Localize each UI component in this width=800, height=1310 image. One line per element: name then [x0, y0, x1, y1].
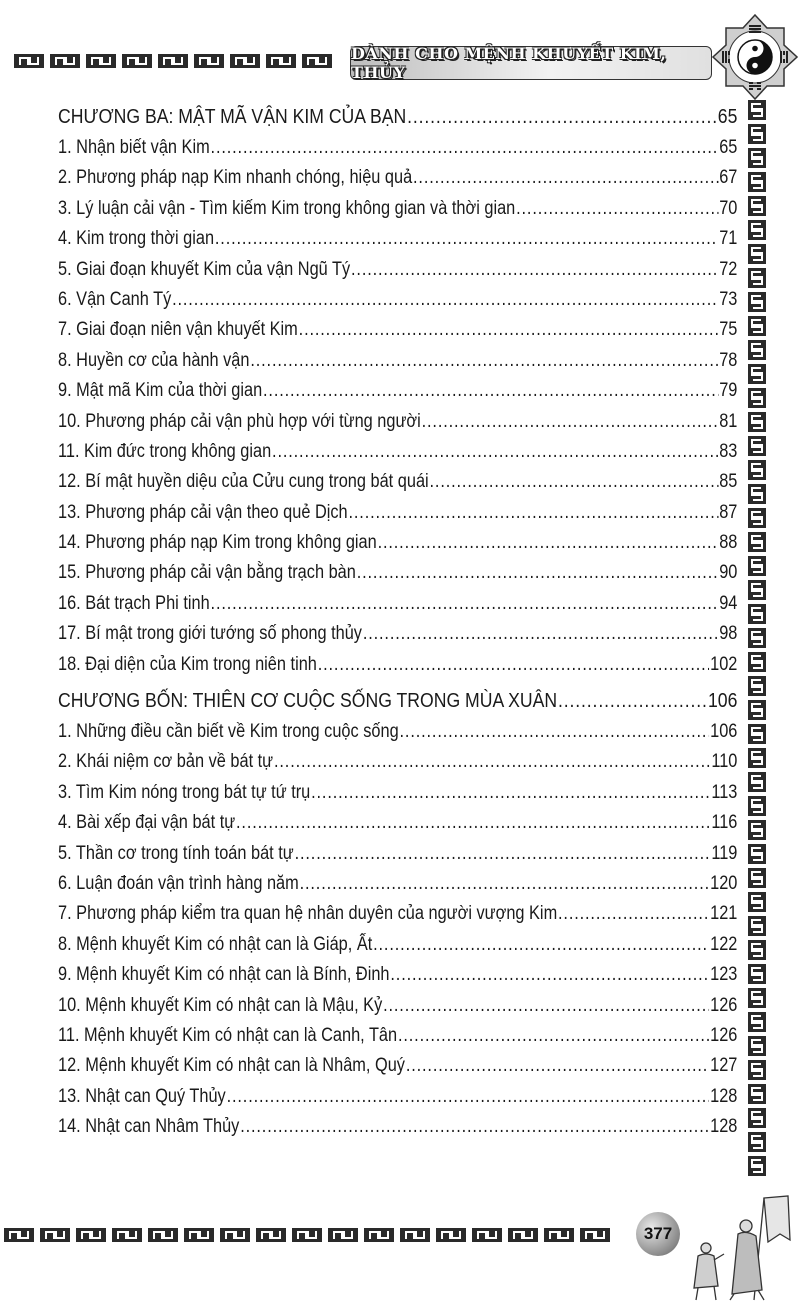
toc-entry[interactable]: [58, 717, 737, 747]
toc-entry-page: 120: [710, 872, 738, 894]
fret-ornament-icon: [748, 868, 766, 888]
toc-entry-page: 110: [711, 751, 738, 773]
toc-entry[interactable]: [58, 224, 737, 254]
dot-leader: [215, 224, 718, 254]
toc-entry[interactable]: [58, 558, 737, 588]
toc-entry-page: 81: [719, 410, 738, 432]
toc-entry-page: 83: [719, 440, 738, 462]
toc-entry[interactable]: [58, 285, 737, 315]
fret-ornament-icon: [292, 1228, 322, 1242]
toc-entry-page: 90: [719, 562, 738, 584]
fret-ornament-icon: [748, 436, 766, 456]
fret-ornament-icon: [748, 388, 766, 408]
fret-ornament-icon: [220, 1228, 250, 1242]
header-banner-title: DÀNH CHO MỆNH KHUYẾT KIM, THỦY: [351, 44, 667, 82]
toc-entry[interactable]: [58, 589, 737, 619]
chapter-heading[interactable]: [58, 100, 737, 133]
toc-entry-page: 94: [719, 592, 738, 614]
toc-entry-title: 11. Kim đức trong không gian: [58, 440, 272, 462]
toc-entry[interactable]: [58, 407, 737, 437]
fret-ornament-icon: [748, 1036, 766, 1056]
fret-ornament-icon: [112, 1228, 142, 1242]
fret-ornament-icon: [748, 916, 766, 936]
dot-leader: [227, 1082, 710, 1112]
toc-entry-title: 6. Luận đoán vận trình hàng năm: [58, 872, 299, 894]
fret-ornament-icon: [748, 364, 766, 384]
table-of-contents: [58, 100, 738, 1143]
fret-ornament-icon: [748, 676, 766, 696]
toc-entry[interactable]: [58, 346, 737, 376]
toc-entry-title: 10. Mệnh khuyết Kim có nhật can là Mậu, Kỷ: [58, 994, 383, 1016]
fret-ornament-icon: [748, 580, 766, 600]
toc-entry-title: 5. Giai đoạn khuyết Kim của vận Ngũ Tý: [58, 258, 351, 280]
fret-ornament-icon: [748, 652, 766, 672]
toc-entry-title: 12. Mệnh khuyết Kim có nhật can là Nhâm, Quý: [58, 1055, 405, 1077]
toc-entry-page: 127: [710, 1055, 738, 1077]
toc-entry[interactable]: [58, 960, 737, 990]
toc-entry[interactable]: [58, 1051, 737, 1081]
fret-ornament-icon: [50, 54, 80, 68]
toc-entry-title: 12. Bí mật huyền diệu của Cửu cung trong bát quái: [58, 471, 429, 493]
toc-entry-title: 17. Bí mật trong giới tướng số phong thủy: [58, 623, 362, 645]
toc-entry[interactable]: [58, 437, 737, 467]
fret-ornament-icon: [748, 412, 766, 432]
chapter-title: CHƯƠNG BỐN: THIÊN CƠ CUỘC SỐNG TRONG MÙA XUÂN: [58, 689, 558, 713]
toc-entry-title: 3. Tìm Kim nóng trong bát tự tứ trụ: [58, 781, 311, 803]
dot-leader: [211, 133, 719, 163]
fret-ornament-icon: [748, 532, 766, 552]
toc-entry-page: 122: [710, 933, 738, 955]
dot-leader: [400, 717, 710, 747]
toc-entry-page: 72: [719, 258, 738, 280]
toc-entry-title: 6. Vận Canh Tý: [58, 288, 172, 310]
toc-entry-title: 14. Phương pháp nạp Kim trong không gian: [58, 532, 377, 554]
dot-leader: [272, 437, 718, 467]
fret-ornament-icon: [748, 244, 766, 264]
toc-entry-title: 2. Khái niệm cơ bản về bát tự: [58, 751, 274, 773]
fret-ornament-icon: [748, 748, 766, 768]
fret-ornament-icon: [748, 964, 766, 984]
toc-entry-title: 15. Phương pháp cải vận bằng trạch bàn: [58, 562, 356, 584]
toc-entry-title: 13. Phương pháp cải vận theo quẻ Dịch: [58, 501, 348, 523]
dot-leader: [398, 1021, 709, 1051]
dot-leader: [295, 839, 711, 869]
dot-leader: [406, 1051, 709, 1081]
fret-ornament-icon: [4, 1228, 34, 1242]
fret-ornament-icon: [748, 196, 766, 216]
dot-leader: [390, 960, 709, 990]
fret-ornament-icon: [748, 988, 766, 1008]
dot-leader: [558, 684, 707, 717]
toc-entry-page: 71: [719, 228, 738, 250]
fret-ornament-icon: [256, 1228, 286, 1242]
fret-ornament-icon: [748, 628, 766, 648]
fret-ornament-icon: [148, 1228, 178, 1242]
toc-entry-title: 1. Những điều cần biết về Kim trong cuộc sống: [58, 721, 399, 743]
toc-entry-page: 119: [711, 842, 738, 864]
fret-ornament-icon: [544, 1228, 574, 1242]
toc-entry-page: 79: [719, 380, 738, 402]
dot-leader: [236, 808, 710, 838]
dot-leader: [363, 619, 719, 649]
dot-leader: [172, 285, 718, 315]
ancient-figures-illustration-icon: [684, 1190, 796, 1302]
toc-entry-title: 7. Giai đoạn niên vận khuyết Kim: [58, 319, 298, 341]
chapter-section: [58, 100, 738, 680]
dot-leader: [422, 407, 719, 437]
toc-entry[interactable]: [58, 991, 737, 1021]
fret-ornament-icon: [748, 820, 766, 840]
toc-entry[interactable]: [58, 930, 737, 960]
toc-entry[interactable]: [58, 808, 737, 838]
toc-entry[interactable]: [58, 255, 737, 285]
dot-leader: [299, 315, 719, 345]
dot-leader: [250, 346, 718, 376]
dot-leader: [240, 1112, 709, 1142]
fret-ornament-icon: [266, 54, 296, 68]
fret-ornament-icon: [122, 54, 152, 68]
toc-entry-page: 70: [719, 197, 738, 219]
fret-ornament-icon: [580, 1228, 610, 1242]
fret-ornament-icon: [748, 148, 766, 168]
fret-ornament-icon: [400, 1228, 430, 1242]
right-fret-border: [748, 100, 766, 1195]
toc-entry-page: 126: [710, 1024, 738, 1046]
fret-ornament-icon: [364, 1228, 394, 1242]
toc-entry-page: 88: [719, 532, 738, 554]
toc-entry-page: 67: [719, 167, 738, 189]
toc-entry-page: 116: [711, 812, 738, 834]
toc-entry[interactable]: [58, 1082, 737, 1112]
dot-leader: [274, 747, 710, 777]
bagua-yin-yang-icon: [712, 14, 798, 100]
dot-leader: [413, 163, 718, 193]
fret-ornament-icon: [194, 54, 224, 68]
top-fret-border: [14, 54, 332, 68]
fret-ornament-icon: [748, 604, 766, 624]
toc-entry[interactable]: [58, 839, 737, 869]
toc-entry[interactable]: [58, 315, 737, 345]
fret-ornament-icon: [748, 940, 766, 960]
toc-entry-title: 3. Lý luận cải vận - Tìm kiếm Kim trong không gian và thời gian: [58, 197, 516, 219]
fret-ornament-icon: [748, 556, 766, 576]
fret-ornament-icon: [508, 1228, 538, 1242]
toc-entry[interactable]: [58, 163, 737, 193]
header-banner: [350, 46, 712, 80]
dot-leader: [263, 376, 718, 406]
toc-entry-page: 78: [719, 349, 738, 371]
dot-leader: [378, 528, 719, 558]
fret-ornament-icon: [748, 292, 766, 312]
toc-entry[interactable]: [58, 376, 737, 406]
fret-ornament-icon: [86, 54, 116, 68]
page-number: 377: [643, 1224, 673, 1243]
fret-ornament-icon: [748, 484, 766, 504]
toc-entry-page: 98: [719, 623, 738, 645]
toc-entry[interactable]: [58, 194, 737, 224]
toc-entry[interactable]: [58, 467, 737, 497]
toc-entry-title: 7. Phương pháp kiểm tra quan hệ nhân duyên của người vượng Kim: [58, 903, 558, 925]
toc-entry[interactable]: [58, 747, 737, 777]
fret-ornament-icon: [748, 1108, 766, 1128]
fret-ornament-icon: [14, 54, 44, 68]
toc-entry-title: 16. Bát trạch Phi tinh: [58, 592, 210, 614]
toc-entry-page: 87: [719, 501, 738, 523]
toc-entry-page: 102: [710, 653, 738, 675]
toc-entry-title: 11. Mệnh khuyết Kim có nhật can là Canh, Tân: [58, 1024, 398, 1046]
chapter-section: [58, 684, 738, 1142]
dot-leader: [211, 589, 719, 619]
toc-entry-title: 10. Phương pháp cải vận phù hợp với từng người: [58, 410, 421, 432]
toc-entry[interactable]: [58, 1112, 737, 1142]
bottom-fret-border: [4, 1228, 610, 1242]
dot-leader: [430, 467, 719, 497]
toc-entry-page: 85: [719, 471, 738, 493]
fret-ornament-icon: [748, 1060, 766, 1080]
fret-ornament-icon: [748, 508, 766, 528]
toc-entry-title: 2. Phương pháp nạp Kim nhanh chóng, hiệu quả: [58, 167, 413, 189]
fret-ornament-icon: [472, 1228, 502, 1242]
toc-entry-title: 8. Huyền cơ của hành vận: [58, 349, 250, 371]
dot-leader: [558, 899, 709, 929]
toc-entry-page: 128: [710, 1085, 738, 1107]
fret-ornament-icon: [748, 844, 766, 864]
dot-leader: [311, 778, 710, 808]
toc-entry[interactable]: [58, 133, 737, 163]
fret-ornament-icon: [748, 220, 766, 240]
fret-ornament-icon: [748, 1132, 766, 1152]
fret-ornament-icon: [748, 724, 766, 744]
fret-ornament-icon: [748, 268, 766, 288]
fret-ornament-icon: [748, 100, 766, 120]
fret-ornament-icon: [184, 1228, 214, 1242]
dot-leader: [318, 650, 710, 680]
toc-entry-title: 9. Mật mã Kim của thời gian: [58, 380, 263, 402]
toc-entry[interactable]: [58, 899, 737, 929]
fret-ornament-icon: [748, 1156, 766, 1176]
fret-ornament-icon: [748, 796, 766, 816]
toc-entry-title: 14. Nhật can Nhâm Thủy: [58, 1116, 240, 1138]
chapter-title: CHƯƠNG BA: MẬT MÃ VẬN KIM CỦA BẠN: [58, 105, 407, 128]
fret-ornament-icon: [748, 772, 766, 792]
toc-entry[interactable]: [58, 619, 737, 649]
fret-ornament-icon: [748, 316, 766, 336]
toc-entry[interactable]: [58, 869, 737, 899]
chapter-heading[interactable]: [58, 684, 737, 717]
toc-entry-title: 5. Thần cơ trong tính toán bát tự: [58, 842, 294, 864]
fret-ornament-icon: [76, 1228, 106, 1242]
toc-entry[interactable]: [58, 778, 737, 808]
toc-entry[interactable]: [58, 498, 737, 528]
fret-ornament-icon: [748, 700, 766, 720]
fret-ornament-icon: [436, 1228, 466, 1242]
page-number-badge: [636, 1212, 680, 1256]
dot-leader: [357, 558, 719, 588]
toc-entry-page: 106: [710, 721, 738, 743]
toc-entry-page: 65: [719, 137, 738, 158]
fret-ornament-icon: [748, 340, 766, 360]
fret-ornament-icon: [748, 172, 766, 192]
dot-leader: [349, 498, 719, 528]
toc-entry-title: 4. Bài xếp đại vận bát tự: [58, 812, 236, 834]
fret-ornament-icon: [748, 1084, 766, 1104]
toc-entry-title: 13. Nhật can Quý Thủy: [58, 1085, 226, 1107]
toc-entry-page: 121: [710, 903, 738, 925]
toc-entry-page: 75: [719, 319, 738, 341]
fret-ornament-icon: [748, 1012, 766, 1032]
dot-leader: [383, 991, 709, 1021]
toc-entry-title: 18. Đại diện của Kim trong niên tinh: [58, 653, 317, 675]
fret-ornament-icon: [748, 892, 766, 912]
toc-entry-title: 4. Kim trong thời gian: [58, 228, 215, 250]
toc-entry-title: 9. Mệnh khuyết Kim có nhật can là Bính, Đinh: [58, 964, 390, 986]
dot-leader: [351, 255, 718, 285]
dot-leader: [407, 100, 717, 133]
dot-leader: [373, 930, 709, 960]
toc-entry[interactable]: [58, 650, 737, 680]
chapter-page: 106: [707, 689, 738, 713]
fret-ornament-icon: [302, 54, 332, 68]
fret-ornament-icon: [328, 1228, 358, 1242]
dot-leader: [300, 869, 710, 899]
fret-ornament-icon: [748, 124, 766, 144]
toc-entry-page: 128: [710, 1116, 738, 1138]
chapter-page: 65: [717, 105, 738, 128]
toc-entry-page: 123: [710, 964, 738, 986]
toc-entry[interactable]: [58, 1021, 737, 1051]
toc-entry-page: 73: [719, 288, 738, 310]
toc-entry[interactable]: [58, 528, 737, 558]
fret-ornament-icon: [748, 460, 766, 480]
toc-entry-page: 113: [711, 781, 738, 803]
fret-ornament-icon: [40, 1228, 70, 1242]
fret-ornament-icon: [230, 54, 260, 68]
fret-ornament-icon: [158, 54, 188, 68]
toc-entry-title: 1. Nhận biết vận Kim: [58, 137, 210, 158]
toc-entry-page: 126: [710, 994, 738, 1016]
dot-leader: [516, 194, 718, 224]
toc-entry-title: 8. Mệnh khuyết Kim có nhật can là Giáp, Ất: [58, 933, 373, 955]
